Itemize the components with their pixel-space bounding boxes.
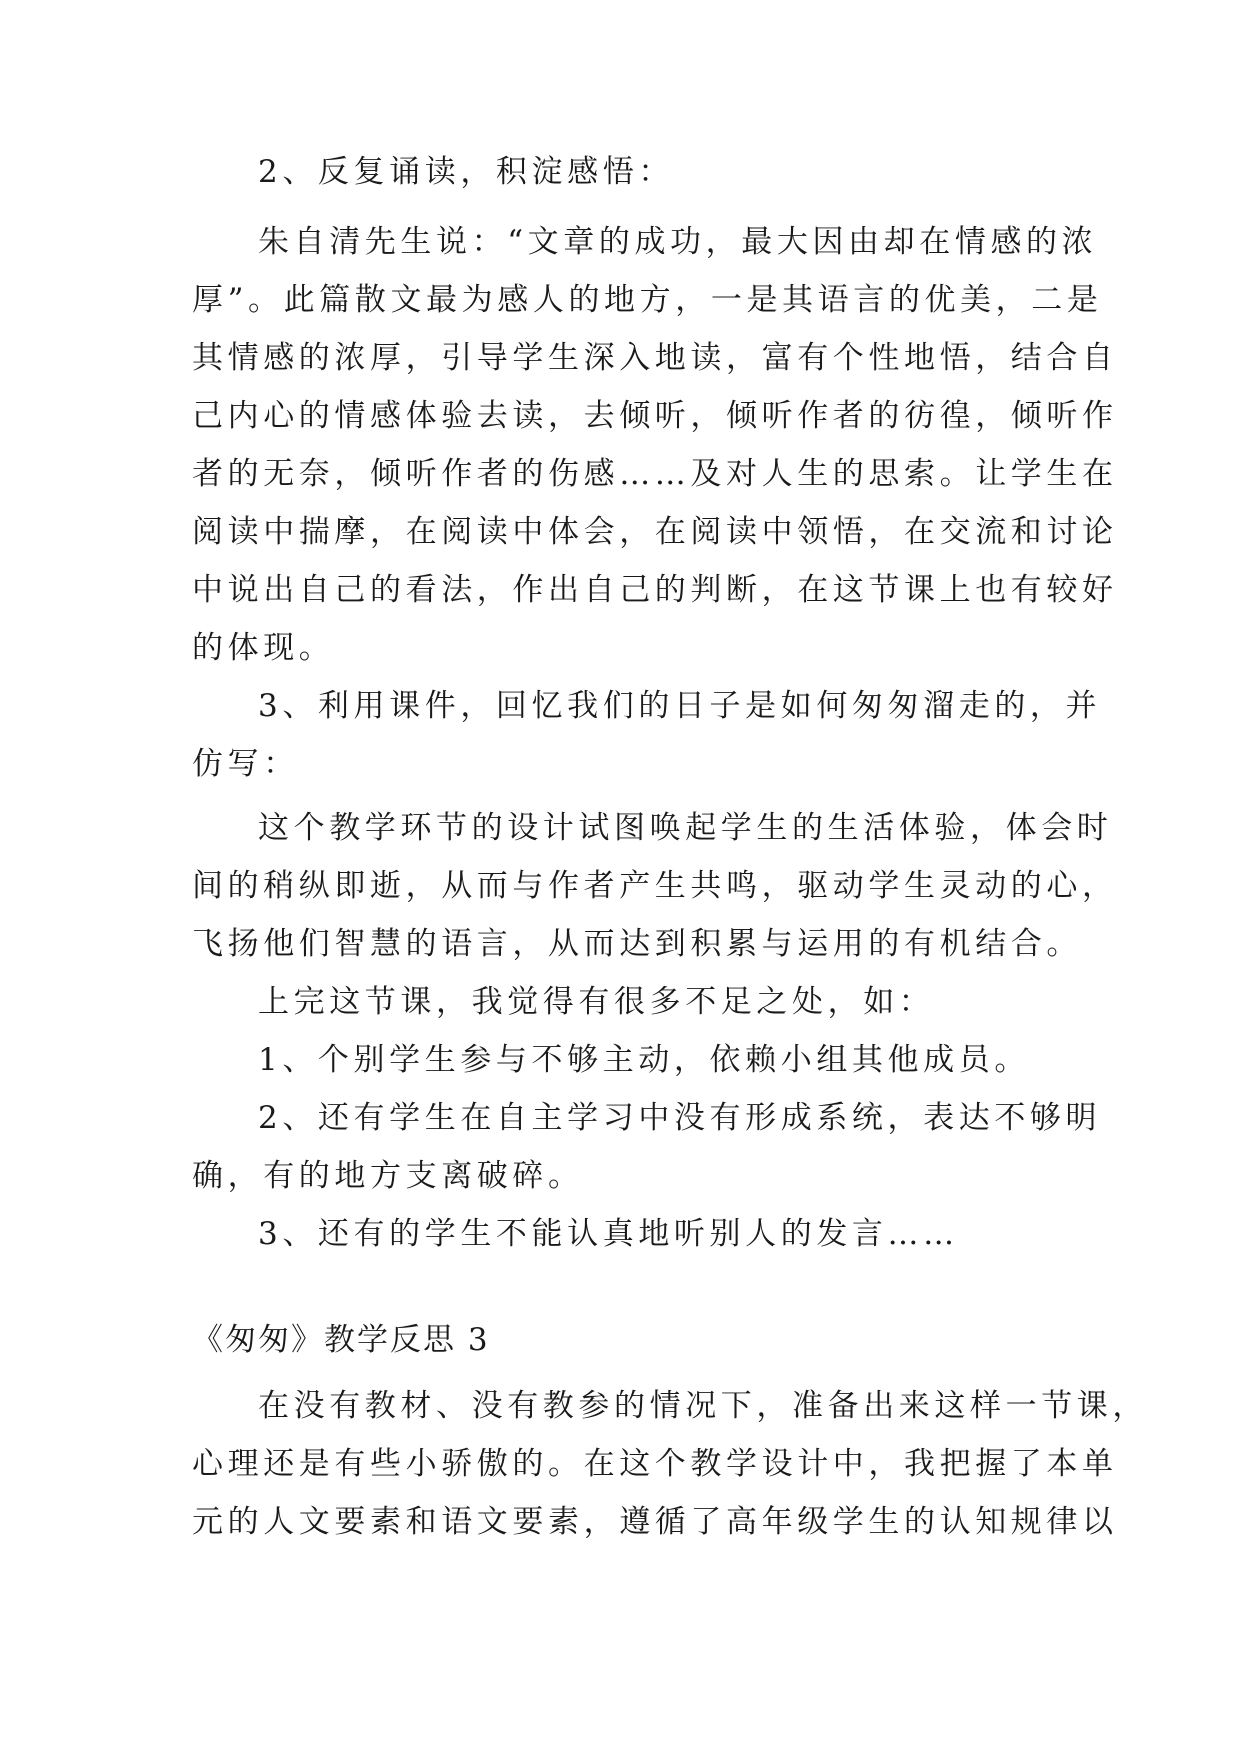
paragraph-line: 厚”。此篇散文最为感人的地方，一是其语言的优美，二是 <box>192 282 1103 318</box>
paragraph-line: 1、个别学生参与不够主动，依赖小组其他成员。 <box>258 1042 1030 1078</box>
paragraph-line: 心理还是有些小骄傲的。在这个教学设计中，我把握了本单 <box>192 1446 1118 1482</box>
paragraph-line: 己内心的情感体验去读，去倾听，倾听作者的彷徨，倾听作 <box>192 398 1118 434</box>
section-heading: 《匆匆》教学反思 3 <box>192 1322 490 1358</box>
paragraph-line: 的体现。 <box>192 630 335 666</box>
paragraph-line: 其情感的浓厚，引导学生深入地读，富有个性地悟，结合自 <box>192 340 1118 376</box>
paragraph-line: 上完这节课，我觉得有很多不足之处，如： <box>258 984 935 1020</box>
paragraph-line: 3、还有的学生不能认真地听别人的发言…… <box>258 1216 959 1252</box>
paragraph-line: 者的无奈，倾听作者的伤感……及对人生的思索。让学生在 <box>192 456 1118 492</box>
paragraph-line: 2、还有学生在自主学习中没有形成系统，表达不够明 <box>258 1100 1102 1136</box>
paragraph-line: 元的人文要素和语文要素，遵循了高年级学生的认知规律以 <box>192 1504 1118 1540</box>
paragraph-line: 飞扬他们智慧的语言，从而达到积累与运用的有机结合。 <box>192 926 1082 962</box>
paragraph-line: 2、反复诵读，积淀感悟： <box>258 154 674 190</box>
paragraph-line: 中说出自己的看法，作出自己的判断，在这节课上也有较好 <box>192 572 1118 608</box>
paragraph-line: 仿写： <box>192 746 299 782</box>
paragraph-line: 3、利用课件，回忆我们的日子是如何匆匆溜走的，并 <box>258 688 1102 724</box>
paragraph-line: 阅读中揣摩，在阅读中体会，在阅读中领悟，在交流和讨论 <box>192 514 1118 550</box>
paragraph-line: 间的稍纵即逝，从而与作者产生共鸣，驱动学生灵动的心， <box>192 868 1118 904</box>
paragraph-line: 朱自清先生说：“文章的成功，最大因由却在情感的浓 <box>258 224 1098 260</box>
paragraph-line: 这个教学环节的设计试图唤起学生的生活体验，体会时 <box>258 810 1113 846</box>
paragraph-line: 在没有教材、没有教参的情况下，准备出来这样一节课， <box>258 1388 1148 1424</box>
paragraph-line: 确，有的地方支离破碎。 <box>192 1158 584 1194</box>
